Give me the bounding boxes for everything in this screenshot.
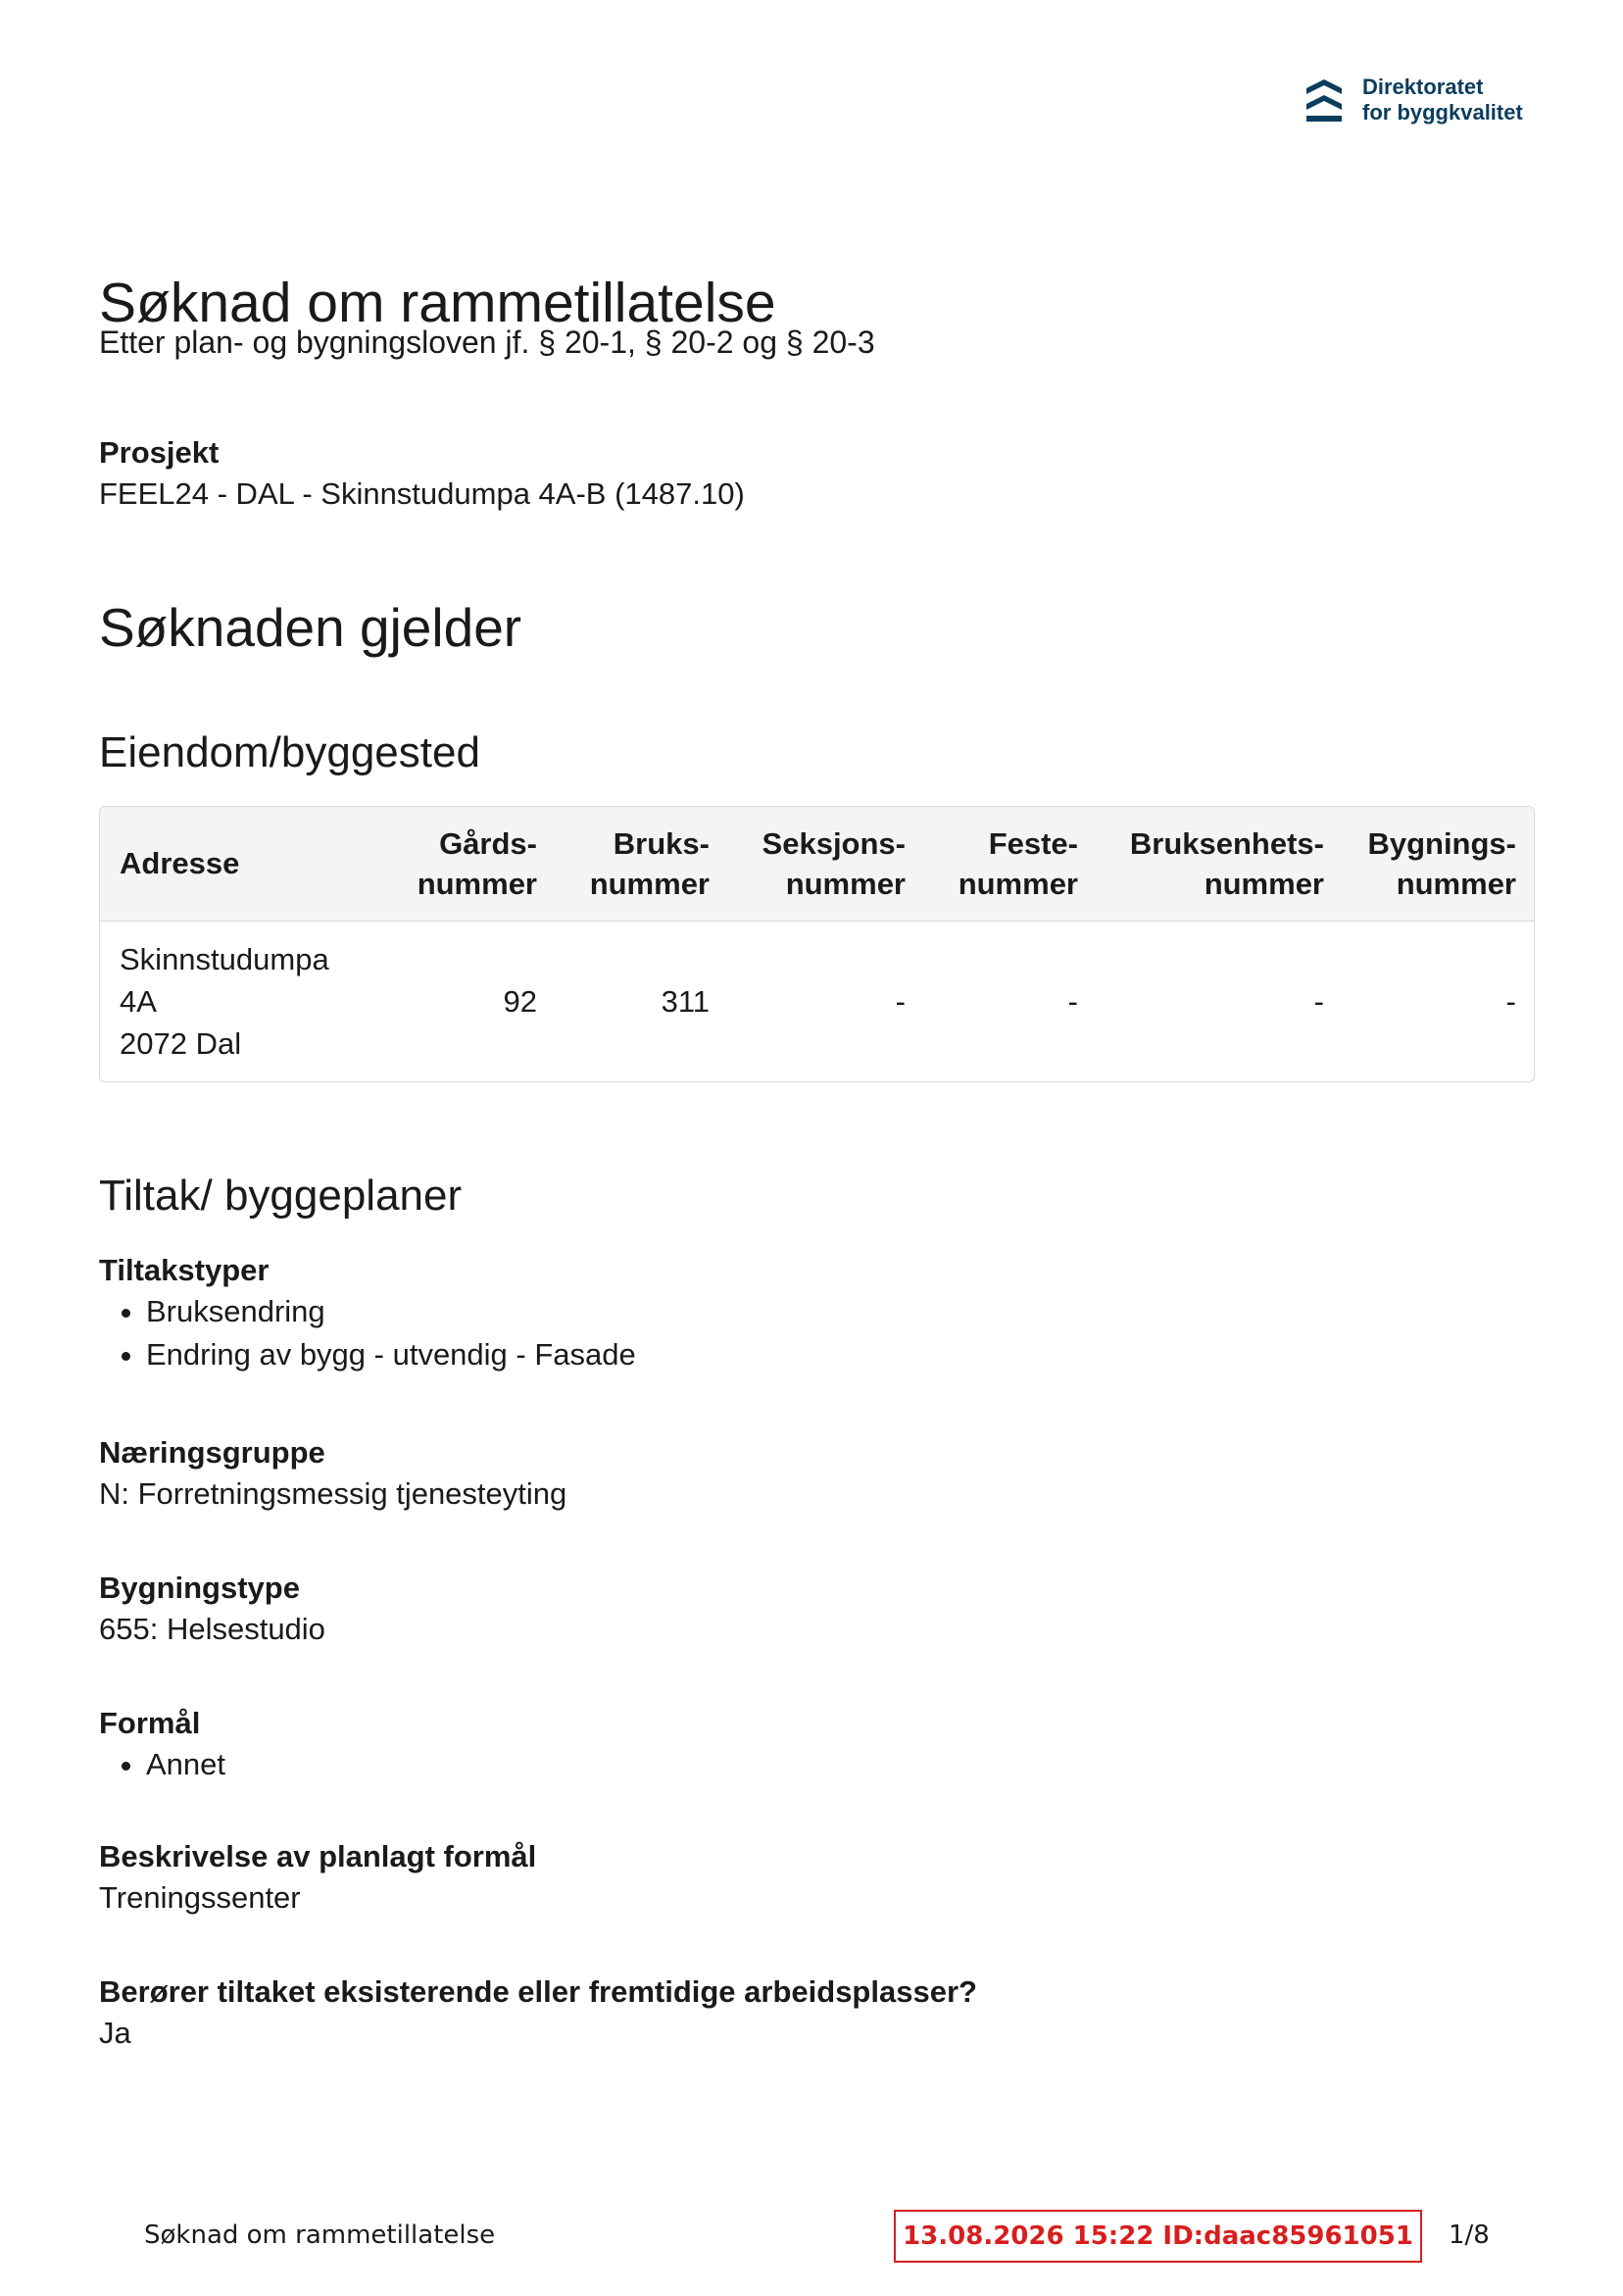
cell-address: Skinnstudumpa 4A 2072 Dal: [120, 941, 329, 1061]
property-title: Eiendom/byggested: [99, 728, 480, 776]
bygningstype-block: [99, 1569, 325, 1651]
table-header-row: [100, 807, 1535, 921]
logo-text: [1362, 75, 1523, 125]
tiltakstyper-block: [99, 1251, 636, 1376]
formal-label: Formål: [99, 1706, 201, 1740]
cell-festenummer: -: [1067, 983, 1078, 1019]
bygningstype-value: 655: Helsestudio: [99, 1612, 325, 1646]
logo-line1: Direktoratet: [1362, 75, 1484, 99]
cell-bruksnummer: 311: [661, 983, 710, 1019]
list-item: • Annet: [146, 1743, 225, 1786]
header-seksjonsnummer: Seksjons- nummer: [729, 807, 925, 921]
arbeidsplasser-label: Berører tiltaket eksisterende eller fremtidige arbeidsplasser?: [99, 1974, 977, 2009]
timestamp-stamp: 13.08.2026 15:22 ID:daac85961051: [894, 2210, 1422, 2263]
header-bygningsnummer: Bygnings- nummer: [1344, 807, 1535, 921]
project-label: Prosjekt: [99, 435, 220, 470]
cell-bruksenhetsnummer: -: [1313, 983, 1324, 1019]
header-gardsnummer: Gårds- nummer: [384, 807, 557, 921]
project-block: [99, 433, 745, 516]
list-item: • Bruksendring: [146, 1290, 636, 1333]
table-row: [100, 921, 1535, 1081]
bygningstype-label: Bygningstype: [99, 1571, 300, 1605]
naeringsgruppe-block: [99, 1433, 566, 1516]
header-address: Adresse: [100, 807, 384, 921]
page-number: 1/8: [1449, 2221, 1490, 2250]
arbeidsplasser-block: [99, 1972, 977, 2055]
section-title: Søknaden gjelder: [99, 597, 522, 658]
cell-bygningsnummer: -: [1505, 983, 1516, 1019]
cell-seksjonsnummer: -: [895, 983, 906, 1019]
formal-block: [99, 1704, 225, 1786]
header-bruksnummer: Bruks- nummer: [557, 807, 729, 921]
naeringsgruppe-label: Næringsgruppe: [99, 1435, 325, 1470]
header-bruksenhetsnummer: Bruksenhets- nummer: [1098, 807, 1344, 921]
naeringsgruppe-value: N: Forretningsmessig tjenesteyting: [99, 1476, 567, 1511]
arbeidsplasser-value: Ja: [99, 2016, 131, 2050]
logo: [1303, 75, 1523, 125]
header-festenummer: Feste- nummer: [925, 807, 1098, 921]
document-title: Søknad om rammetillatelse: [99, 272, 776, 334]
tiltak-title: Tiltak/ byggeplaner: [99, 1172, 463, 1220]
logo-line2: for byggkvalitet: [1362, 100, 1523, 125]
project-value: FEEL24 - DAL - Skinnstudumpa 4A-B (1487.10): [99, 476, 745, 511]
footer-title: Søknad om rammetillatelse: [144, 2221, 496, 2250]
beskrivelse-block: [99, 1837, 536, 1920]
formal-list: [99, 1743, 225, 1786]
tiltakstyper-label: Tiltakstyper: [99, 1253, 270, 1287]
tiltakstyper-list: [99, 1290, 636, 1376]
cell-gardsnummer: 92: [503, 983, 537, 1019]
property-table: [99, 806, 1535, 1082]
document-subtitle: Etter plan- og bygningsloven jf. § 20-1, § 20-2 og § 20-3: [99, 324, 875, 360]
list-item: • Endring av bygg - utvendig - Fasade: [146, 1333, 636, 1376]
dibk-logo-icon: [1303, 75, 1345, 125]
beskrivelse-value: Treningssenter: [99, 1880, 301, 1915]
beskrivelse-label: Beskrivelse av planlagt formål: [99, 1839, 537, 1873]
